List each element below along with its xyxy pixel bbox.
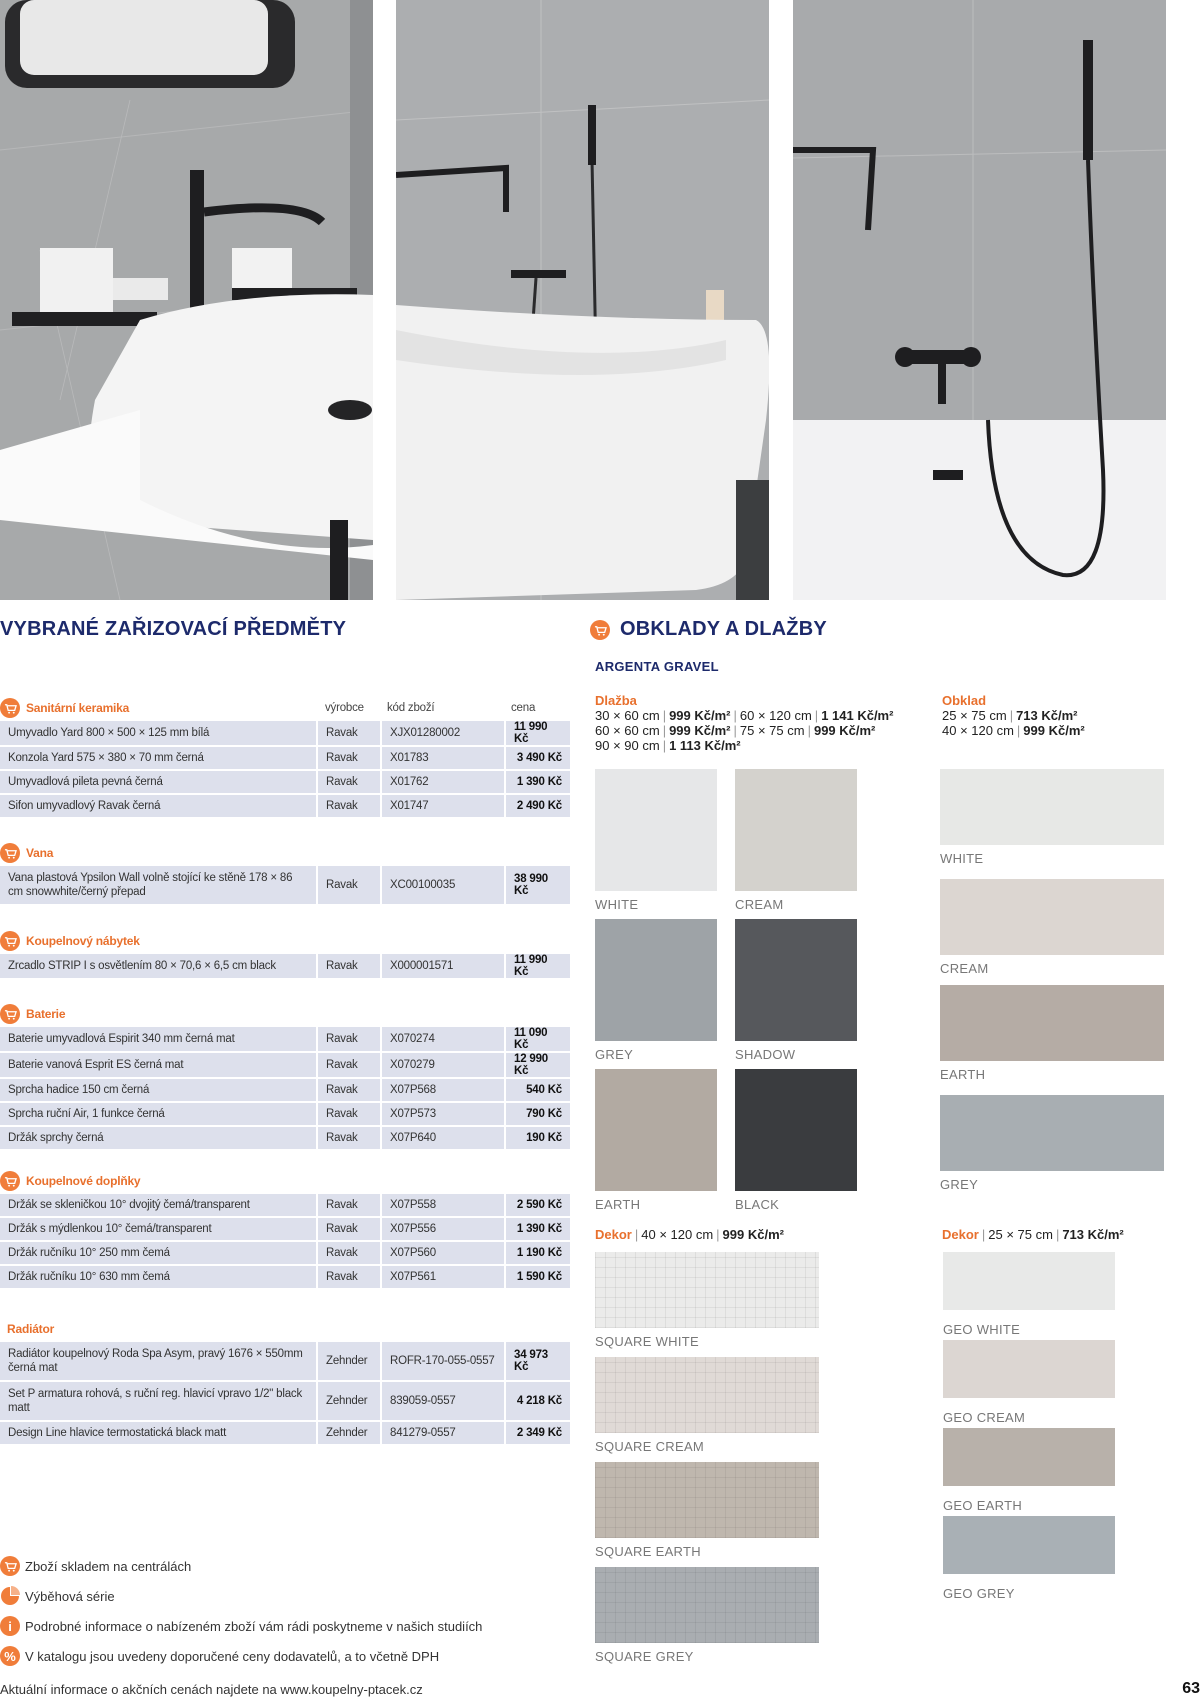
- tile-name: WHITE: [940, 851, 984, 866]
- price: 2 349 Kč: [506, 1422, 570, 1444]
- tile-name: SQUARE GREY: [595, 1649, 694, 1664]
- manufacturer: Ravak: [318, 866, 380, 904]
- manufacturer: Ravak: [318, 1127, 380, 1149]
- product-code: 839059-0557: [382, 1382, 504, 1420]
- product-code: XC00100035: [382, 866, 504, 904]
- cart-icon: [0, 843, 20, 863]
- table-section: [0, 930, 570, 978]
- section-title: Radiátor: [7, 1322, 55, 1336]
- product-code: X07P573: [382, 1103, 504, 1125]
- tile-size: 30 × 60 cm: [595, 708, 660, 723]
- product-code: X070274: [382, 1027, 504, 1051]
- product-name: Sifon umyvadlový Ravak černá: [0, 795, 316, 817]
- column-header-manufacturer: výrobce: [325, 702, 364, 714]
- section-header: [0, 697, 570, 719]
- tile-name: GEO GREY: [943, 1586, 1015, 1601]
- price: 1 390 Kč: [506, 1218, 570, 1240]
- decor-left-pricing: Dekor | 40 × 120 cm | 999 Kč/m²: [595, 1227, 784, 1242]
- table-row: [0, 1218, 570, 1240]
- price: 1 390 Kč: [506, 771, 570, 793]
- section-header: [0, 930, 570, 952]
- price: 12 990 Kč: [506, 1053, 570, 1077]
- table-row: [0, 866, 570, 904]
- footer-text: Aktuální informace o akčních cenách najdete na www.koupelny-ptacek.cz: [0, 1682, 423, 1697]
- product-name: Baterie umyvadlová Espirit 340 mm černá mat: [0, 1027, 316, 1051]
- product-code: X070279: [382, 1053, 504, 1077]
- product-name: Držák se skleničkou 10° dvojitý čemá/transparent: [0, 1194, 316, 1216]
- section-header: [0, 1170, 570, 1192]
- cart-icon: [0, 1171, 20, 1191]
- product-name: Držák ručníku 10° 250 mm čemá: [0, 1242, 316, 1264]
- price: 1 590 Kč: [506, 1266, 570, 1288]
- tile-name: CREAM: [940, 961, 989, 976]
- tile-size: 40 × 120 cm: [942, 723, 1014, 738]
- product-code: X01783: [382, 747, 504, 769]
- table-row: [0, 795, 570, 817]
- section-header: [0, 842, 570, 864]
- section-title-tiles: OBKLADY A DLAŽBY: [620, 618, 827, 640]
- tile-price: 999 Kč/m²: [813, 723, 876, 738]
- product-code: X07P558: [382, 1194, 504, 1216]
- product-code: X07P568: [382, 1079, 504, 1101]
- product-code: X07P560: [382, 1242, 504, 1264]
- tile-name: GREY: [595, 1047, 634, 1062]
- photo-shower-mixer: [793, 0, 1166, 600]
- product-name: Baterie vanová Esprit ES černá mat: [0, 1053, 316, 1077]
- pricing-line: 25 × 75 cm | 713 Kč/m²: [942, 708, 1078, 723]
- table-section: [0, 842, 570, 904]
- manufacturer: Zehnder: [318, 1422, 380, 1444]
- decor-left-label: Dekor: [595, 1227, 632, 1242]
- legend-text: Podrobné informace o nabízeném zboží vám rádi poskytneme v našich studiích: [25, 1618, 483, 1634]
- cart-icon: [0, 1556, 20, 1576]
- tile-name: CREAM: [735, 897, 784, 912]
- decor-right-size: 25 × 75 cm: [988, 1227, 1053, 1242]
- tile-price: 1 113 Kč/m²: [669, 738, 741, 753]
- table-row: [0, 1382, 570, 1420]
- tile-swatch[interactable]: [735, 919, 857, 1041]
- cart-icon: [0, 931, 20, 951]
- tile-size: 60 × 60 cm: [595, 723, 660, 738]
- tile-swatch[interactable]: [943, 1516, 1115, 1574]
- manufacturer: Ravak: [318, 771, 380, 793]
- pricing-line: 30 × 60 cm | 999 Kč/m² | 60 × 120 cm | 1 141 Kč/m²: [595, 708, 894, 723]
- column-header-price: cena: [511, 702, 536, 714]
- tile-name: GEO EARTH: [943, 1498, 1023, 1513]
- table-section: [0, 1170, 570, 1288]
- section-title: Sanitární keramika: [26, 701, 130, 715]
- manufacturer: Ravak: [318, 1218, 380, 1240]
- product-name: Radiátor koupelnový Roda Spa Asym, pravý 1676 × 550mm černá mat: [0, 1342, 316, 1380]
- table-row: [0, 1266, 570, 1288]
- product-code: 841279-0557: [382, 1422, 504, 1444]
- tile-swatch[interactable]: [943, 1428, 1115, 1486]
- tile-swatch[interactable]: [940, 769, 1164, 845]
- cart-icon: [0, 1004, 20, 1024]
- pie-icon: [0, 1586, 20, 1606]
- section-header: [0, 1003, 570, 1025]
- table-row: [0, 747, 570, 769]
- pricing-line: 90 × 90 cm | 1 113 Kč/m²: [595, 738, 741, 753]
- tile-swatch[interactable]: [940, 985, 1164, 1061]
- tile-price: 999 Kč/m²: [669, 708, 731, 723]
- tile-size: 75 × 75 cm: [739, 723, 805, 738]
- section-header: [0, 1318, 570, 1340]
- manufacturer: Ravak: [318, 954, 380, 978]
- price: 34 973 Kč: [506, 1342, 570, 1380]
- pricing-line: 60 × 60 cm | 999 Kč/m² | 75 × 75 cm | 999 Kč/m²: [595, 723, 876, 738]
- legend-item: [0, 1586, 115, 1606]
- tile-name: GEO CREAM: [943, 1410, 1026, 1425]
- tile-swatch[interactable]: [595, 1357, 819, 1433]
- manufacturer: Zehnder: [318, 1342, 380, 1380]
- product-code: X07P556: [382, 1218, 504, 1240]
- tile-name: GEO WHITE: [943, 1322, 1021, 1337]
- section-title: Baterie: [26, 1007, 66, 1021]
- price: 2 490 Kč: [506, 795, 570, 817]
- price: 11 990 Kč: [506, 954, 570, 978]
- product-code: X01762: [382, 771, 504, 793]
- tile-name: SQUARE CREAM: [595, 1439, 705, 1454]
- section-title-fixtures: VYBRANÉ ZAŘIZOVACÍ PŘEDMĚTY: [0, 618, 347, 640]
- tile-swatch[interactable]: [943, 1252, 1115, 1310]
- percent-icon: %: [0, 1646, 20, 1666]
- wall-tile-label: Obklad: [942, 693, 987, 708]
- price: 3 490 Kč: [506, 747, 570, 769]
- tile-size: 60 × 120 cm: [739, 708, 812, 723]
- product-name: Umyvadlo Yard 800 × 500 × 125 mm bílá: [0, 721, 316, 745]
- product-code: X07P561: [382, 1266, 504, 1288]
- table-row: [0, 1422, 570, 1444]
- product-name: Držák sprchy černá: [0, 1127, 316, 1149]
- decor-left-size: 40 × 120 cm: [641, 1227, 714, 1242]
- manufacturer: Ravak: [318, 795, 380, 817]
- manufacturer: Ravak: [318, 1194, 380, 1216]
- price: 2 590 Kč: [506, 1194, 570, 1216]
- cart-icon: [0, 698, 20, 718]
- product-code: XJX01280002: [382, 721, 504, 745]
- floor-tile-pricing: [595, 693, 893, 753]
- table-row: [0, 1027, 570, 1051]
- table-section: [0, 1003, 570, 1149]
- tile-swatch[interactable]: [595, 1252, 819, 1328]
- table-row: [0, 721, 570, 745]
- tile-name: SQUARE WHITE: [595, 1334, 699, 1349]
- table-section: [0, 1318, 570, 1444]
- legend-text: Zboží skladem na centrálách: [25, 1558, 192, 1574]
- decor-right-price: 713 Kč/m²: [1062, 1227, 1124, 1242]
- legend-item: [0, 1616, 482, 1636]
- cart-icon: [590, 620, 610, 640]
- product-name: Držák ručníku 10° 630 mm čemá: [0, 1266, 316, 1288]
- price: 11 990 Kč: [506, 721, 570, 745]
- price: 540 Kč: [506, 1079, 570, 1101]
- product-code: X000001571: [382, 954, 504, 978]
- tile-name: SQUARE EARTH: [595, 1544, 701, 1559]
- tile-name: SHADOW: [735, 1047, 796, 1062]
- tile-swatch[interactable]: [735, 1069, 857, 1191]
- product-name: Držák s mýdlenkou 10° čemá/transparent: [0, 1218, 316, 1240]
- tile-swatch[interactable]: [940, 1095, 1164, 1171]
- series-title: ARGENTA GRAVEL: [595, 659, 719, 674]
- product-name: Set P armatura rohová, s ruční reg. hlavicí vpravo 1/2" black matt: [0, 1382, 316, 1420]
- table-section: [0, 697, 570, 817]
- product-code: X01747: [382, 795, 504, 817]
- photo-bathtub: [396, 0, 769, 600]
- legend-text: Výběhová série: [25, 1588, 115, 1604]
- tile-swatch[interactable]: [595, 919, 717, 1041]
- manufacturer: Ravak: [318, 1103, 380, 1125]
- manufacturer: Ravak: [318, 1027, 380, 1051]
- tile-name: WHITE: [595, 897, 639, 912]
- table-row: [0, 1103, 570, 1125]
- price: 38 990 Kč: [506, 866, 570, 904]
- tile-swatch[interactable]: [943, 1340, 1115, 1398]
- tile-name: GREY: [940, 1177, 979, 1192]
- info-icon: i: [0, 1616, 20, 1636]
- manufacturer: Ravak: [318, 721, 380, 745]
- tile-name: EARTH: [595, 1197, 641, 1212]
- tile-swatch[interactable]: [595, 1567, 819, 1643]
- tile-swatch[interactable]: [595, 769, 717, 891]
- manufacturer: Zehnder: [318, 1382, 380, 1420]
- product-name: Sprcha ruční Air, 1 funkce černá: [0, 1103, 316, 1125]
- decor-right-pricing: Dekor | 25 × 75 cm | 713 Kč/m²: [942, 1227, 1124, 1242]
- tile-swatch[interactable]: [595, 1069, 717, 1191]
- product-name: Design Line hlavice termostatická black matt: [0, 1422, 316, 1444]
- tile-swatch[interactable]: [595, 1462, 819, 1538]
- table-row: [0, 1079, 570, 1101]
- product-name: Vana plastová Ypsilon Wall volně stojící ke stěně 178 × 86 cm snowwhite/černý přepad: [0, 866, 316, 904]
- legend-item: [0, 1646, 439, 1666]
- pricing-line: 40 × 120 cm | 999 Kč/m²: [942, 723, 1085, 738]
- product-name: Zrcadlo STRIP I s osvětlením 80 × 70,6 × 6,5 cm black: [0, 954, 316, 978]
- tile-swatch[interactable]: [940, 879, 1164, 955]
- section-title: Vana: [26, 846, 54, 860]
- floor-tile-label: Dlažba: [595, 693, 637, 708]
- tile-price: 999 Kč/m²: [669, 723, 731, 738]
- manufacturer: Ravak: [318, 1266, 380, 1288]
- price: 790 Kč: [506, 1103, 570, 1125]
- price: 4 218 Kč: [506, 1382, 570, 1420]
- product-name: Konzola Yard 575 × 380 × 70 mm černá: [0, 747, 316, 769]
- table-row: [0, 954, 570, 978]
- table-row: [0, 1242, 570, 1264]
- tile-swatch[interactable]: [735, 769, 857, 891]
- table-row: [0, 1194, 570, 1216]
- manufacturer: Ravak: [318, 1053, 380, 1077]
- manufacturer: Ravak: [318, 1242, 380, 1264]
- table-row: [0, 1053, 570, 1077]
- product-name: Umyvadlová pileta pevná černá: [0, 771, 316, 793]
- column-header-code: kód zboží: [387, 702, 435, 714]
- product-code: ROFR-170-055-0557: [382, 1342, 504, 1380]
- decor-left-price: 999 Kč/m²: [722, 1227, 784, 1242]
- manufacturer: Ravak: [318, 1079, 380, 1101]
- legend-item: [0, 1556, 191, 1576]
- section-title: Koupelnový nábytek: [26, 934, 140, 948]
- product-code: X07P640: [382, 1127, 504, 1149]
- legend-text: V katalogu jsou uvedeny doporučené ceny dodavatelů, a to včetně DPH: [25, 1648, 440, 1664]
- product-name: Sprcha hadice 150 cm černá: [0, 1079, 316, 1101]
- table-row: [0, 1342, 570, 1380]
- price: 11 090 Kč: [506, 1027, 570, 1051]
- tile-size: 25 × 75 cm: [942, 708, 1007, 723]
- tile-name: BLACK: [735, 1197, 780, 1212]
- photo-washbasin: [0, 0, 373, 600]
- section-title: Koupelnové doplňky: [26, 1174, 141, 1188]
- table-row: [0, 771, 570, 793]
- price: 1 190 Kč: [506, 1242, 570, 1264]
- tile-size: 90 × 90 cm: [595, 738, 660, 753]
- tile-price: 999 Kč/m²: [1023, 723, 1085, 738]
- tile-name: EARTH: [940, 1067, 986, 1082]
- tile-price: 713 Kč/m²: [1016, 708, 1078, 723]
- wall-tile-pricing: [942, 693, 1085, 738]
- manufacturer: Ravak: [318, 747, 380, 769]
- page-number: 63: [1182, 1680, 1200, 1697]
- price: 190 Kč: [506, 1127, 570, 1149]
- decor-right-label: Dekor: [942, 1227, 979, 1242]
- table-row: [0, 1127, 570, 1149]
- tile-price: 1 141 Kč/m²: [821, 708, 894, 723]
